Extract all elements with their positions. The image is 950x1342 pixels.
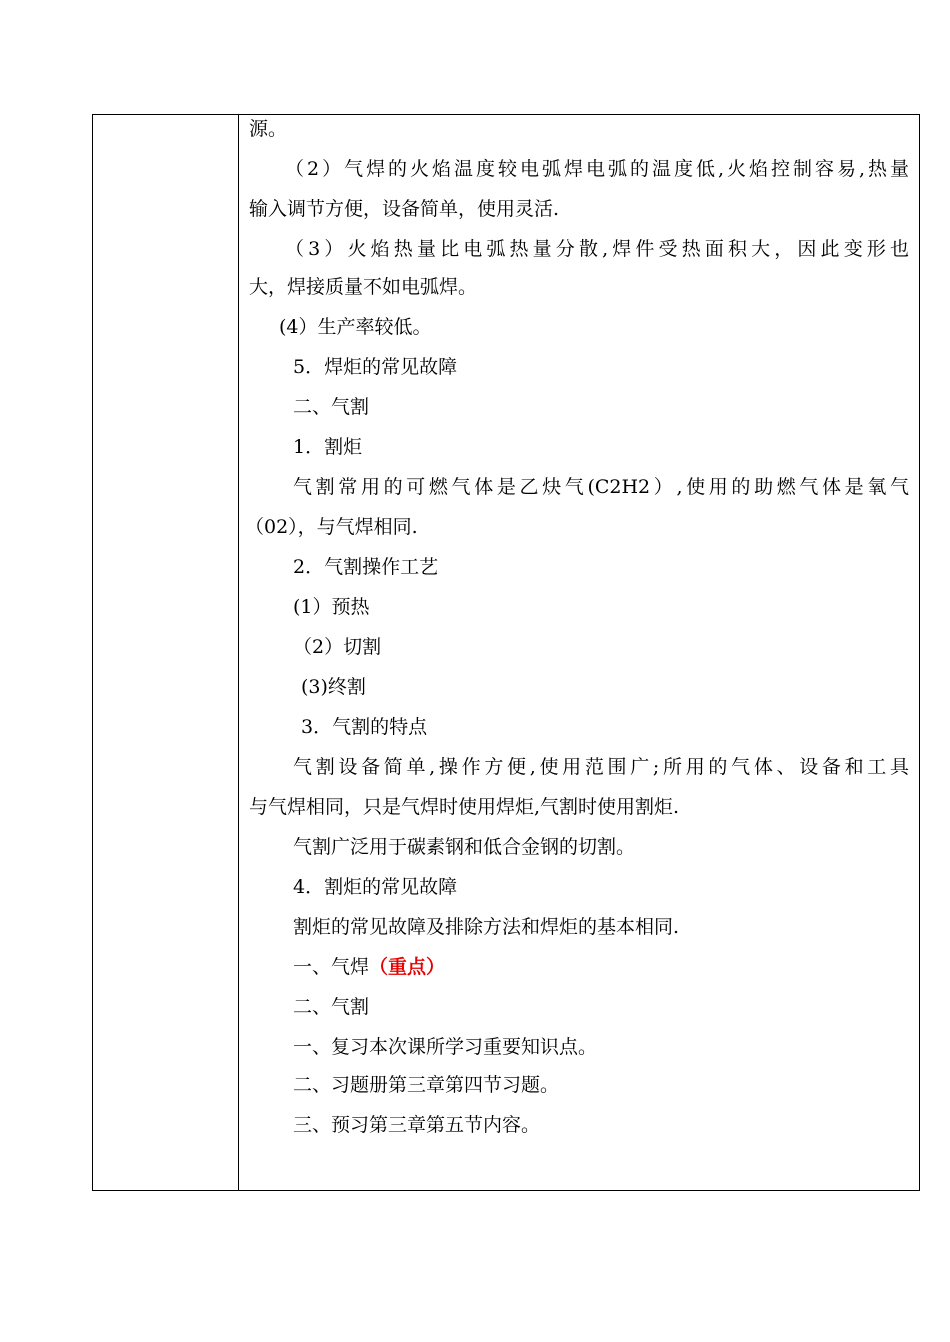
text-line: 二、气割 — [293, 396, 370, 418]
text-line: 大，焊接质量不如电弧焊。 — [249, 276, 478, 298]
text-line: 气割广泛用于碳素钢和低合金钢的切割。 — [293, 836, 636, 858]
emphasis-label: （重点） — [369, 956, 446, 978]
text-line: (3)终割 — [301, 676, 366, 698]
text-line: 三、预习第三章第五节内容。 — [293, 1114, 541, 1136]
text-line: 4．割炬的常见故障 — [293, 876, 458, 898]
text-line-with-emphasis — [293, 955, 445, 979]
right-column-cell — [239, 115, 919, 1190]
text-line: （2）切割 — [293, 636, 382, 658]
left-column-cell — [93, 115, 239, 1190]
text-line: (1）预热 — [293, 596, 370, 618]
text-line: （3）火焰热量比电弧热量分散,焊件受热面积大，因此变形也 — [285, 238, 909, 260]
text-line: 输入调节方便，设备简单，使用灵活. — [249, 198, 560, 220]
text-line: 源。 — [249, 118, 288, 140]
text-line: （02），与气焊相同. — [245, 516, 418, 538]
text-line: 气割常用的可燃气体是乙炔气(C2H2）,使用的助燃气体是氧气 — [293, 476, 909, 498]
text-line: 二、气割 — [293, 996, 370, 1018]
text-line: 气割设备简单,操作方便,使用范围广;所用的气体、设备和工具 — [293, 756, 909, 778]
text-line: 2．气割操作工艺 — [293, 556, 439, 578]
text-line-main: 一、气焊 — [293, 956, 370, 978]
text-line: (4）生产率较低。 — [279, 316, 432, 338]
text-line: 5．焊炬的常见故障 — [293, 356, 458, 378]
text-line: 二、习题册第三章第四节习题。 — [293, 1074, 560, 1096]
text-line: 1．割炬 — [293, 436, 363, 458]
text-line: （2）气焊的火焰温度较电弧焊电弧的温度低,火焰控制容易,热量 — [285, 158, 909, 180]
text-line: 割炬的常见故障及排除方法和焊炬的基本相同. — [293, 916, 680, 938]
text-line: 3．气割的特点 — [301, 716, 428, 738]
text-line: 一、复习本次课所学习重要知识点。 — [293, 1036, 598, 1058]
content-table — [92, 114, 920, 1191]
text-line: 与气焊相同，只是气焊时使用焊炬,气割时使用割炬. — [249, 796, 680, 818]
